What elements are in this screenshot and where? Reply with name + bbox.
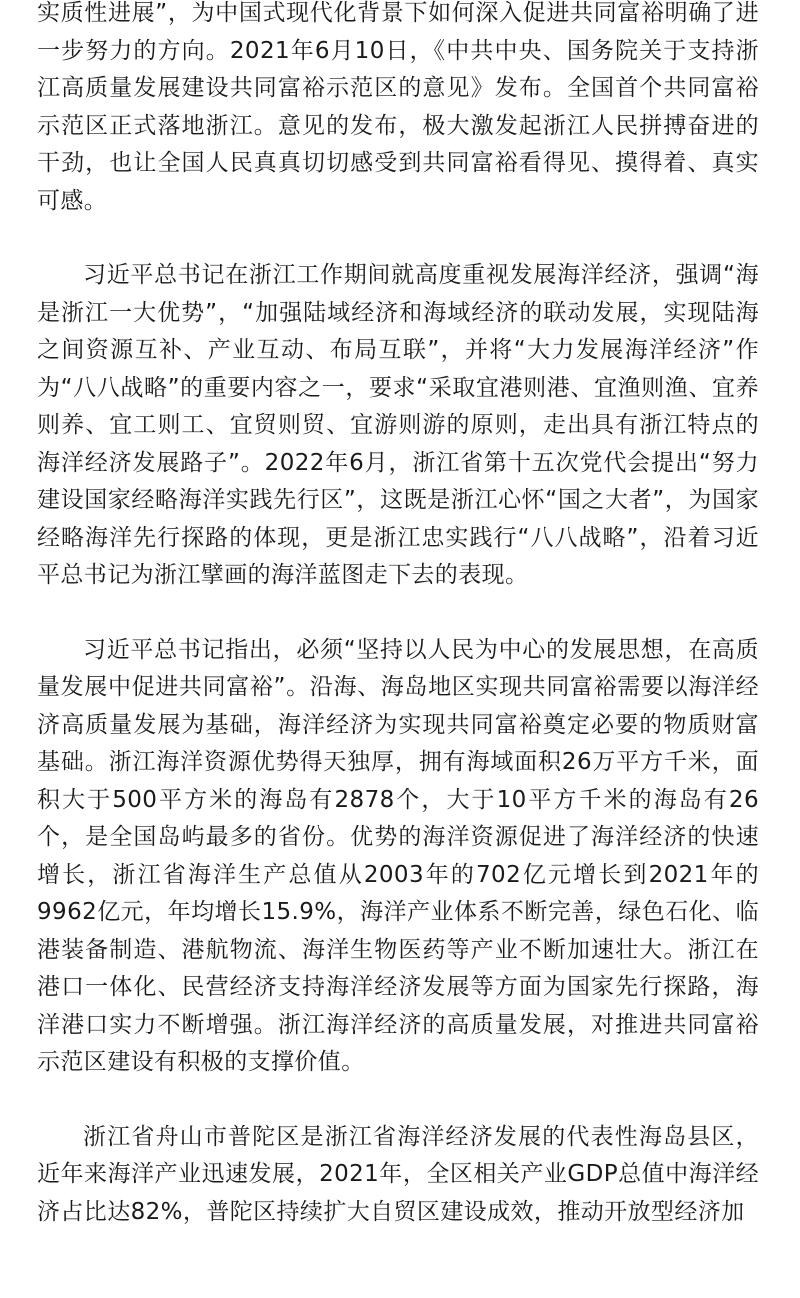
paragraph-marine-economy-strategy: 习近平总书记在浙江工作期间就高度重视发展海洋经济，强调“海是浙江一大优势”，“加强陆域经济和海域经济的联动发展，实现陆海之间资源互补、产业互动、布局互联”，并将“大力发展海洋经济”作为“八八战略”的重要内容之一，要求“采取宜港则港、宜渔则渔、宜养则养、宜工则工、宜贸则贸、宜游则游的原则，走出具有浙江特点的海洋经济发展路子”。2022年6月，浙江省第十五次党代会提出“努力建设国家经略海洋实践先行区”，这既是浙江心怀“国之大者”，为国家经略海洋先行探路的体现，更是浙江忠实践行“八八战略”，沿着习近平总书记为浙江擘画的海洋蓝图走下去的表现。 <box>37 262 759 588</box>
paragraph-putuo-district: 浙江省舟山市普陀区是浙江省海洋经济发展的代表性海岛县区，近年来海洋产业迅速发展，2021年，全区相关产业GDP总值中海洋经济占比达82%，普陀区持续扩大自贸区建设成效，推动开放型经济加 <box>37 1123 759 1225</box>
paragraph-marine-resources-growth: 习近平总书记指出，必须“坚持以人民为中心的发展思想，在高质量发展中促进共同富裕”。沿海、海岛地区实现共同富裕需要以海洋经济高质量发展为基础，海洋经济为实现共同富裕奠定必要的物质财富基础。浙江海洋资源优势得天独厚，拥有海域面积26万平方千米，面积大于500平方米的海岛有2878个，大于10平方千米的海岛有26个，是全国岛屿最多的省份。优势的海洋资源促进了海洋经济的快速增长，浙江省海洋生产总值从2003年的702亿元增长到2021年的9962亿元，年均增长15.9%，海洋产业体系不断完善，绿色石化、临港装备制造、港航物流、海洋生物医药等产业不断加速壮大。浙江在港口一体化、民营经济支持海洋经济发展等方面为国家先行探路，海洋港口实力不断增强。浙江海洋经济的高质量发展，对推进共同富裕示范区建设有积极的支撑价值。 <box>37 636 759 1075</box>
paragraph-common-prosperity-pilot-zone: 实质性进展”，为中国式现代化背景下如何深入促进共同富裕明确了进一步努力的方向。2021年6月10日，《中共中央、国务院关于支持浙江高质量发展建设共同富裕示范区的意见》发布。全国首个共同富裕示范区正式落地浙江。意见的发布，极大激发起浙江人民拼搏奋进的干劲，也让全国人民真真切切感受到共同富裕看得见、摸得着、真实可感。 <box>37 0 759 214</box>
article-body <box>37 0 759 1268</box>
